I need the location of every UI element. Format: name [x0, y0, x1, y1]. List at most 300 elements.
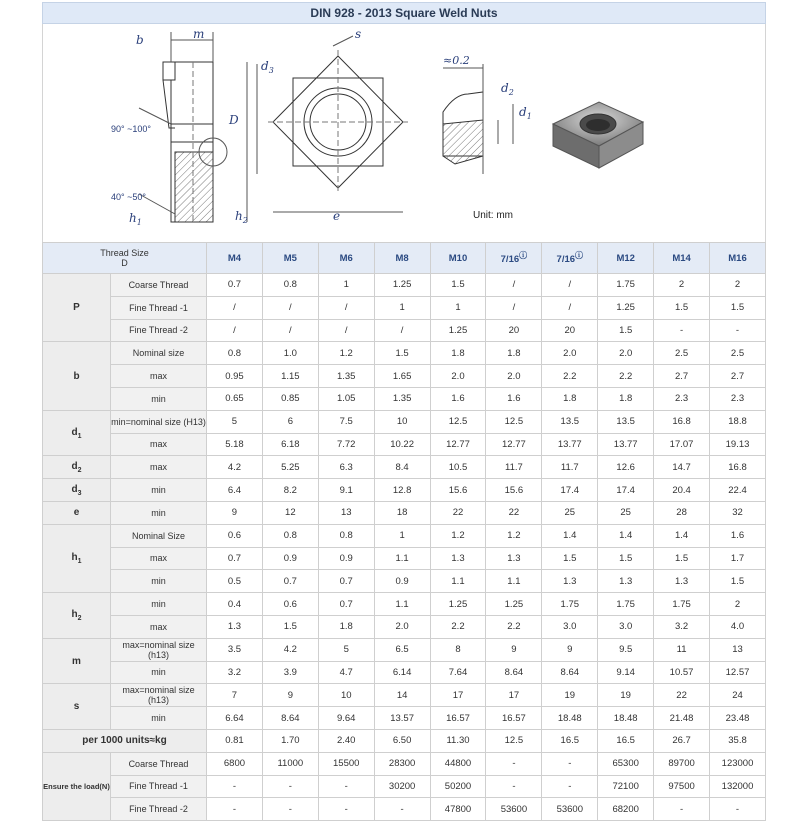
table-cell: - — [654, 798, 710, 821]
table-cell: 44800 — [430, 752, 486, 775]
table-cell: 32 — [710, 501, 766, 524]
table-cell: 30200 — [374, 775, 430, 798]
table-cell: 17 — [430, 684, 486, 707]
table-cell: 15.6 — [486, 479, 542, 502]
row-sub-label: min — [111, 570, 207, 593]
row-group-label — [43, 638, 111, 684]
table-cell: 1.0 — [262, 342, 318, 365]
label-b: b — [136, 33, 144, 47]
row-sub-label: min — [111, 501, 207, 524]
table-cell: 3.2 — [654, 615, 710, 638]
table-cell: 0.81 — [207, 729, 263, 752]
label-D: D — [229, 113, 239, 127]
table-cell: 1.8 — [598, 387, 654, 410]
table-cell: 15.6 — [430, 479, 486, 502]
table-cell: 13.77 — [542, 433, 598, 456]
table-cell: 2.2 — [430, 615, 486, 638]
row-sub-label: max — [111, 365, 207, 388]
table-cell: 28300 — [374, 752, 430, 775]
table-cell: 3.2 — [207, 661, 263, 684]
row-group-label — [43, 456, 111, 479]
nut-3d-render — [553, 102, 643, 168]
table-cell: 5.18 — [207, 433, 263, 456]
table-cell: 6.4 — [207, 479, 263, 502]
table-cell: / — [542, 296, 598, 319]
table-cell: 1.4 — [542, 524, 598, 547]
row-sub-label: Coarse Thread — [111, 752, 207, 775]
table-cell: 1.5 — [598, 319, 654, 342]
row-group-name: P — [73, 302, 80, 314]
table-cell: 20 — [486, 319, 542, 342]
table-cell: 5 — [207, 410, 263, 433]
table-cell: / — [542, 274, 598, 297]
col-header: M14 — [654, 243, 710, 274]
table-cell: 16.57 — [430, 707, 486, 730]
table-row — [43, 684, 766, 707]
table-cell: 22 — [654, 684, 710, 707]
table-cell: 2 — [710, 593, 766, 616]
table-cell: 4.0 — [710, 615, 766, 638]
table-cell: 0.4 — [207, 593, 263, 616]
row-sub-label: Fine Thread -2 — [111, 798, 207, 821]
table-cell: 11.7 — [486, 456, 542, 479]
table-cell: 17.4 — [542, 479, 598, 502]
table-cell: 2.5 — [654, 342, 710, 365]
table-cell: 1.25 — [430, 593, 486, 616]
table-cell: 9 — [542, 638, 598, 661]
table-cell: 1.70 — [262, 729, 318, 752]
table-cell: / — [374, 319, 430, 342]
table-cell: - — [318, 775, 374, 798]
row-group-label — [43, 479, 111, 502]
row-group-label — [43, 593, 111, 639]
table-cell: 8.64 — [486, 661, 542, 684]
table-cell: 0.7 — [262, 570, 318, 593]
table-cell: 10 — [318, 684, 374, 707]
row-group-name: e — [73, 507, 80, 519]
table-cell: 10.5 — [430, 456, 486, 479]
label-e: e — [333, 209, 341, 223]
table-cell: 1.5 — [654, 547, 710, 570]
table-cell: 1.5 — [710, 570, 766, 593]
table-row — [43, 638, 766, 661]
row-group-subscript: 1 — [77, 432, 82, 440]
table-cell: 132000 — [710, 775, 766, 798]
table-cell: 24 — [710, 684, 766, 707]
table-cell: 2.40 — [318, 729, 374, 752]
drawing-svg — [43, 24, 767, 242]
row-sub-label: Nominal Size — [111, 524, 207, 547]
table-row — [43, 365, 766, 388]
table-cell: 1.5 — [598, 547, 654, 570]
table-cell: 1.75 — [542, 593, 598, 616]
table-cell: 0.7 — [207, 547, 263, 570]
table-cell: 3.9 — [262, 661, 318, 684]
table-cell: 9 — [262, 684, 318, 707]
table-cell: 2.5 — [710, 342, 766, 365]
table-cell: 6 — [262, 410, 318, 433]
table-cell: 7 — [207, 684, 263, 707]
table-cell: 2.0 — [430, 365, 486, 388]
table-cell: 53600 — [542, 798, 598, 821]
table-cell: 1.8 — [486, 342, 542, 365]
row-sub-label: min — [111, 387, 207, 410]
label-s: s — [355, 27, 362, 41]
table-cell: 10.22 — [374, 433, 430, 456]
col-header-label: 7/16 — [556, 254, 576, 266]
table-cell: 1.5 — [710, 296, 766, 319]
table-cell: 1.75 — [598, 593, 654, 616]
table-cell: 0.65 — [207, 387, 263, 410]
table-cell: 68200 — [598, 798, 654, 821]
table-cell: - — [486, 775, 542, 798]
table-cell: 11.30 — [430, 729, 486, 752]
row-sub-label: max — [111, 433, 207, 456]
table-cell: 4.7 — [318, 661, 374, 684]
table-row — [43, 524, 766, 547]
table-cell: 9.14 — [598, 661, 654, 684]
table-row — [43, 319, 766, 342]
label-d1: $d_1$ — [519, 105, 532, 121]
table-cell: 0.95 — [207, 365, 263, 388]
table-cell: / — [262, 319, 318, 342]
table-cell: 16.8 — [654, 410, 710, 433]
table-cell: 8.64 — [542, 661, 598, 684]
table-row — [43, 798, 766, 821]
table-cell: 2 — [710, 274, 766, 297]
table-cell: 1.8 — [318, 615, 374, 638]
table-cell: 6800 — [207, 752, 263, 775]
table-cell: 5.25 — [262, 456, 318, 479]
table-cell: 20 — [542, 319, 598, 342]
table-cell: 1.3 — [207, 615, 263, 638]
table-cell: 53600 — [486, 798, 542, 821]
table-cell: 0.7 — [318, 570, 374, 593]
row-sub-label: min — [111, 661, 207, 684]
table-cell: 18 — [374, 501, 430, 524]
table-cell: 0.9 — [374, 570, 430, 593]
label-d2: $d_2$ — [501, 81, 514, 97]
table-cell: 12.5 — [486, 410, 542, 433]
col-header: M10 — [430, 243, 486, 274]
table-cell: 1.65 — [374, 365, 430, 388]
row-sub-label: max — [111, 615, 207, 638]
row-group-subscript: 3 — [77, 489, 82, 497]
table-cell: 2.2 — [542, 365, 598, 388]
table-row — [43, 615, 766, 638]
table-cell: 16.57 — [486, 707, 542, 730]
table-cell: 5 — [318, 638, 374, 661]
table-cell: - — [486, 752, 542, 775]
table-cell: 1.3 — [598, 570, 654, 593]
table-cell: - — [262, 798, 318, 821]
table-cell: / — [207, 296, 263, 319]
table-cell: 2.7 — [710, 365, 766, 388]
table-cell: 11000 — [262, 752, 318, 775]
table-cell: 123000 — [710, 752, 766, 775]
row-group-name: d — [71, 460, 78, 472]
table-cell: 72100 — [598, 775, 654, 798]
col-header: M6 — [318, 243, 374, 274]
table-cell: 2.0 — [542, 342, 598, 365]
table-cell: / — [207, 319, 263, 342]
table-cell: 2 — [654, 274, 710, 297]
table-cell: 1.25 — [486, 593, 542, 616]
table-cell: 14.7 — [654, 456, 710, 479]
table-row — [43, 729, 766, 752]
table-cell: 2.2 — [598, 365, 654, 388]
table-body — [43, 274, 766, 821]
table-cell: 1.75 — [598, 274, 654, 297]
thread-size-label: Thread Size — [100, 248, 149, 258]
table-cell: 28 — [654, 501, 710, 524]
note-circle-icon: ⓘ — [519, 251, 528, 261]
table-cell: - — [654, 319, 710, 342]
table-cell: 21.48 — [654, 707, 710, 730]
table-cell: 1.3 — [654, 570, 710, 593]
row-group-name: d — [71, 426, 78, 438]
table-row — [43, 433, 766, 456]
row-group-subscript: 2 — [77, 466, 82, 474]
table-cell: 19 — [598, 684, 654, 707]
label-angle1: 90° ~100° — [111, 124, 151, 134]
table-cell: 1.05 — [318, 387, 374, 410]
table-cell: 6.14 — [374, 661, 430, 684]
table-cell: - — [542, 775, 598, 798]
row-group-name: h — [71, 608, 78, 620]
table-cell: 8.4 — [374, 456, 430, 479]
row-sub-label: Fine Thread -1 — [111, 296, 207, 319]
col-header — [542, 243, 598, 274]
row-group-subscript: 2 — [77, 614, 82, 622]
table-cell: 1.1 — [374, 547, 430, 570]
table-cell: 0.8 — [262, 524, 318, 547]
table-cell: 26.7 — [654, 729, 710, 752]
table-cell: 25 — [542, 501, 598, 524]
table-cell: 0.85 — [262, 387, 318, 410]
table-cell: / — [262, 296, 318, 319]
table-cell: 22 — [430, 501, 486, 524]
table-cell: 97500 — [654, 775, 710, 798]
table-cell: 12.6 — [598, 456, 654, 479]
table-cell: 1.6 — [486, 387, 542, 410]
spec-table — [42, 242, 766, 821]
row-group-name: s — [73, 701, 80, 713]
table-cell: 1 — [318, 274, 374, 297]
table-cell: 0.8 — [262, 274, 318, 297]
table-cell: 12 — [262, 501, 318, 524]
table-cell: 0.5 — [207, 570, 263, 593]
table-cell: 1.25 — [598, 296, 654, 319]
table-cell: 19 — [542, 684, 598, 707]
table-cell: - — [207, 798, 263, 821]
table-cell: 8 — [430, 638, 486, 661]
table-cell: 6.3 — [318, 456, 374, 479]
table-cell: 1.5 — [430, 274, 486, 297]
table-cell: 18.48 — [542, 707, 598, 730]
table-cell: 1.4 — [598, 524, 654, 547]
row-group-label — [43, 410, 111, 456]
table-cell: 18.48 — [598, 707, 654, 730]
table-cell: 6.50 — [374, 729, 430, 752]
table-cell: 12.57 — [710, 661, 766, 684]
top-view — [257, 36, 408, 212]
table-cell: 1.25 — [374, 274, 430, 297]
label-approx: ≈0.2 — [443, 54, 470, 67]
col-header: M4 — [207, 243, 263, 274]
note-circle-icon: ⓘ — [575, 251, 584, 261]
table-cell: 10 — [374, 410, 430, 433]
table-cell: - — [710, 319, 766, 342]
row-group-name: Ensure the load(N) — [43, 781, 110, 791]
table-cell: 35.8 — [710, 729, 766, 752]
table-cell: 0.6 — [207, 524, 263, 547]
table-cell: 2.0 — [374, 615, 430, 638]
table-cell: 2.0 — [598, 342, 654, 365]
label-angle2: 40° ~50° — [111, 192, 146, 202]
table-cell: 1.2 — [430, 524, 486, 547]
table-cell: 13.77 — [598, 433, 654, 456]
table-row — [43, 547, 766, 570]
col-header: M12 — [598, 243, 654, 274]
table-cell: 9 — [207, 501, 263, 524]
table-cell: 1.5 — [262, 615, 318, 638]
table-cell: 7.72 — [318, 433, 374, 456]
table-cell: 0.9 — [318, 547, 374, 570]
row-sub-label: min — [111, 707, 207, 730]
table-cell: 16.8 — [710, 456, 766, 479]
table-cell: 1.2 — [486, 524, 542, 547]
table-cell: 1.25 — [430, 319, 486, 342]
table-row — [43, 707, 766, 730]
table-cell: 23.48 — [710, 707, 766, 730]
row-group-name: b — [73, 370, 80, 382]
table-cell: / — [486, 296, 542, 319]
unit-label: Unit: mm — [473, 210, 513, 221]
table-cell: 12.5 — [486, 729, 542, 752]
thread-size-symbol: D — [121, 258, 128, 268]
table-cell: 50200 — [430, 775, 486, 798]
table-cell: 20.4 — [654, 479, 710, 502]
table-cell: - — [710, 798, 766, 821]
table-cell: 1.1 — [374, 593, 430, 616]
row-group-label — [43, 684, 111, 730]
header-row — [43, 243, 766, 274]
table-cell: 2.3 — [654, 387, 710, 410]
row-group-label — [43, 729, 207, 752]
row-group-name: m — [72, 655, 81, 667]
table-row — [43, 501, 766, 524]
table-cell: 1.1 — [486, 570, 542, 593]
table-cell: 11 — [654, 638, 710, 661]
table-cell: 12.5 — [430, 410, 486, 433]
label-h1: $h_1$ — [129, 211, 142, 227]
table-cell: 3.0 — [598, 615, 654, 638]
table-cell: - — [374, 798, 430, 821]
table-row — [43, 570, 766, 593]
table-cell: 7.5 — [318, 410, 374, 433]
table-cell: 22 — [486, 501, 542, 524]
table-cell: 0.7 — [318, 593, 374, 616]
table-cell: 1.3 — [430, 547, 486, 570]
table-cell: 12.77 — [430, 433, 486, 456]
table-cell: 9.5 — [598, 638, 654, 661]
row-sub-label: max — [111, 456, 207, 479]
col-header: M8 — [374, 243, 430, 274]
table-cell: 6.5 — [374, 638, 430, 661]
technical-drawing — [42, 24, 766, 242]
table-cell: 17.07 — [654, 433, 710, 456]
table-row — [43, 752, 766, 775]
table-cell: 8.64 — [262, 707, 318, 730]
table-row — [43, 296, 766, 319]
table-cell: / — [486, 274, 542, 297]
col-header-label: 7/16 — [500, 254, 520, 266]
table-cell: 7.64 — [430, 661, 486, 684]
table-cell: 19.13 — [710, 433, 766, 456]
table-cell: 1.35 — [318, 365, 374, 388]
row-sub-label: Nominal size — [111, 342, 207, 365]
table-cell: 2.3 — [710, 387, 766, 410]
table-cell: 12.8 — [374, 479, 430, 502]
table-cell: 13 — [318, 501, 374, 524]
row-sub-label: Coarse Thread — [111, 274, 207, 297]
table-row — [43, 274, 766, 297]
row-sub-label: max — [111, 547, 207, 570]
table-cell: 1.4 — [654, 524, 710, 547]
table-cell: 2.2 — [486, 615, 542, 638]
table-cell: 0.8 — [207, 342, 263, 365]
label-m: m — [193, 27, 205, 41]
table-cell: 0.9 — [262, 547, 318, 570]
row-sub-label: max=nominal size (h13) — [111, 684, 207, 707]
table-cell: - — [318, 798, 374, 821]
table-cell: 6.64 — [207, 707, 263, 730]
table-cell: 14 — [374, 684, 430, 707]
table-cell: / — [318, 319, 374, 342]
row-group-label — [43, 752, 111, 820]
table-cell: 22.4 — [710, 479, 766, 502]
table-cell: 1.7 — [710, 547, 766, 570]
row-sub-label: min — [111, 479, 207, 502]
row-group-name: per 1000 units≈kg — [82, 735, 167, 747]
table-cell: 25 — [598, 501, 654, 524]
table-cell: 16.5 — [598, 729, 654, 752]
table-cell: 0.7 — [207, 274, 263, 297]
table-cell: 0.8 — [318, 524, 374, 547]
table-cell: 0.6 — [262, 593, 318, 616]
table-cell: 3.0 — [542, 615, 598, 638]
row-group-label — [43, 342, 111, 410]
table-cell: 89700 — [654, 752, 710, 775]
table-cell: 8.2 — [262, 479, 318, 502]
table-cell: 13.5 — [542, 410, 598, 433]
table-cell: 1.5 — [654, 296, 710, 319]
table-cell: 47800 — [430, 798, 486, 821]
table-cell: - — [542, 752, 598, 775]
row-sub-label: Fine Thread -2 — [111, 319, 207, 342]
table-cell: 2.0 — [486, 365, 542, 388]
row-sub-label: min=nominal size (H13) — [111, 410, 207, 433]
table-cell: 9.64 — [318, 707, 374, 730]
row-group-label — [43, 274, 111, 342]
table-cell: 17.4 — [598, 479, 654, 502]
table-cell: 1.6 — [430, 387, 486, 410]
table-cell: 18.8 — [710, 410, 766, 433]
table-cell: 4.2 — [207, 456, 263, 479]
table-cell: 65300 — [598, 752, 654, 775]
label-d3: $d_3$ — [261, 59, 274, 75]
